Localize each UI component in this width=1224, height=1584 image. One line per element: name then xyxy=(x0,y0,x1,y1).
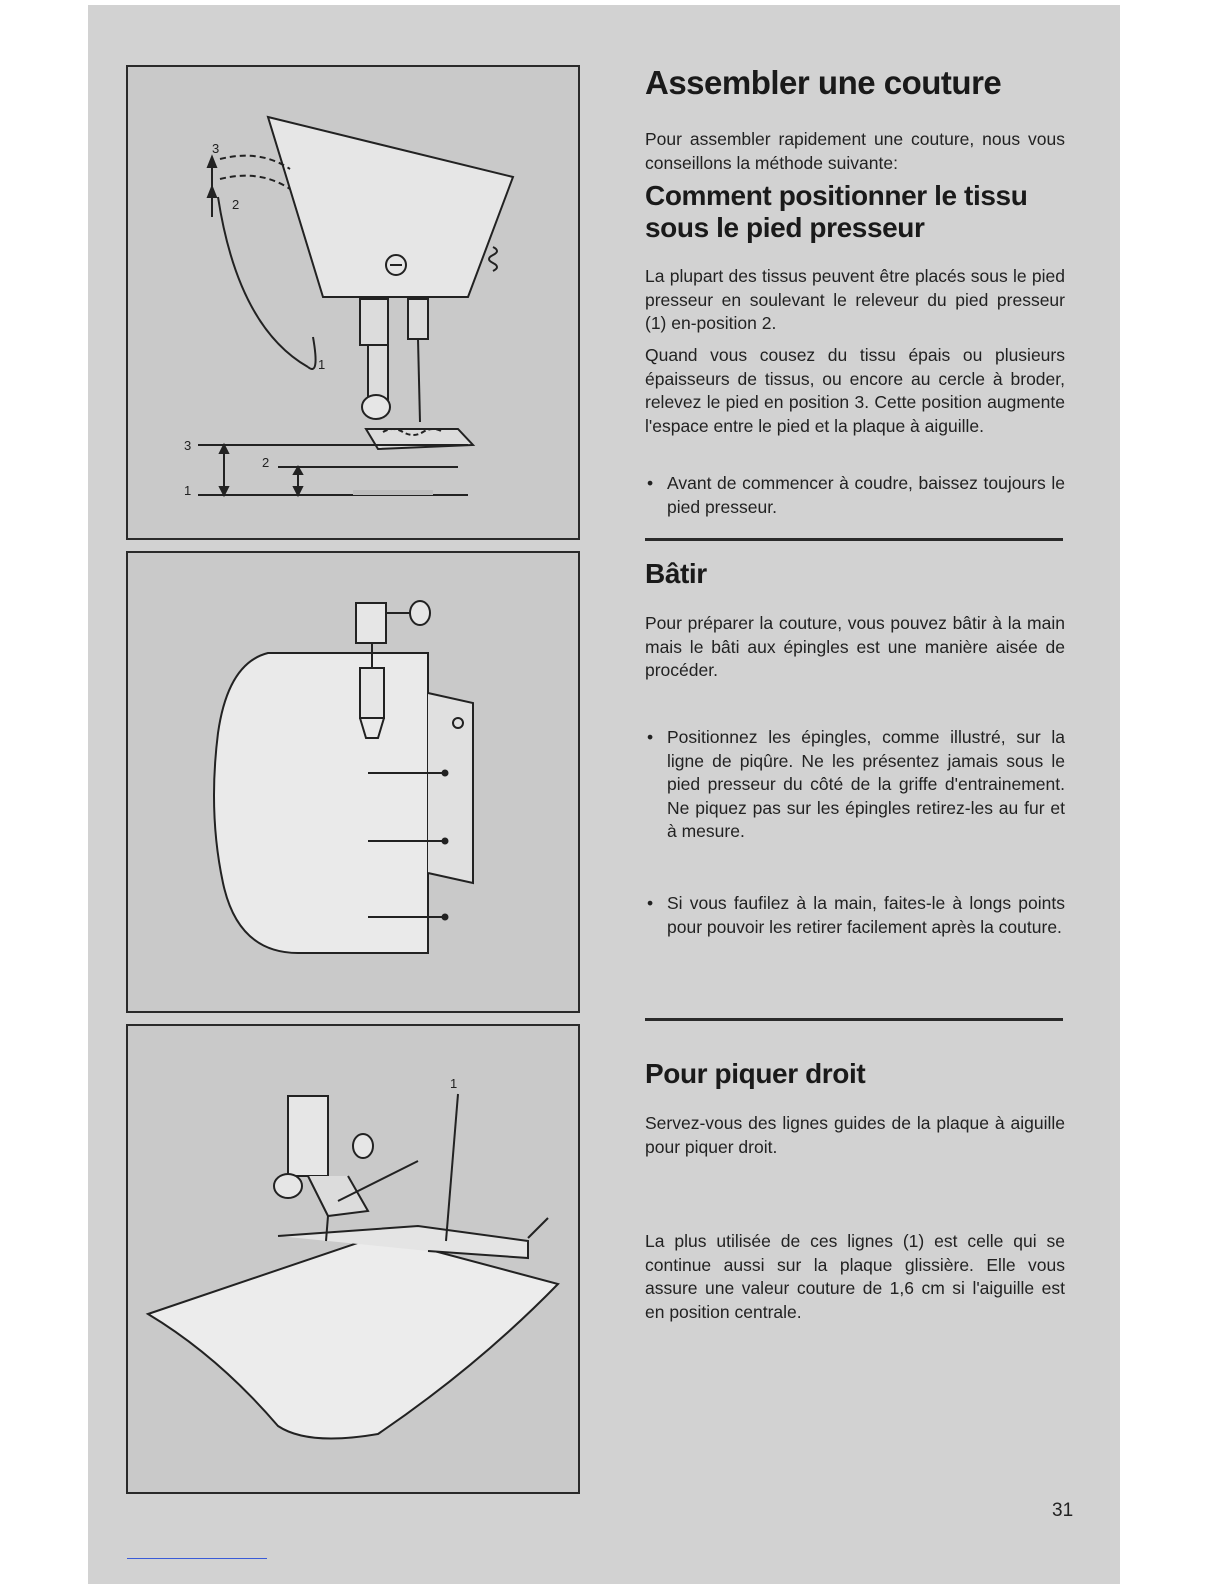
section3-bullet-block-1 xyxy=(645,726,1065,844)
section4-para2: La plus utilisée de ces lignes (1) est celle qui se continue aussi sur la plaque glissière. Elle vous assure une valeur couture de 1,6 cm si l'aiguille est en position centrale. xyxy=(645,1231,1065,1322)
section-piquer-droit xyxy=(645,1058,1065,1090)
section3-bullet2: • Si vous faufilez à la main, faites-le à longs points pour pouvoir les retirer facilement après la couture. xyxy=(645,892,1065,939)
section2-para1: La plupart des tissus peuvent être placés sous le pied presseur en soulevant le releveur du pied presseur (1) en-position 2. xyxy=(645,266,1065,333)
section2-para2: Quand vous cousez du tissu épais ou plusieurs épaisseurs de tissus, ou encore au cercle à broder, relevez le pied en position 3. Cette position augmente l'espace entre le pied et la plaque à aiguille. xyxy=(645,345,1065,436)
page-title: Assembler une couture xyxy=(645,64,1002,101)
fig1-label-lever: 1 xyxy=(318,357,326,372)
section3-bullet1: • Positionnez les épingles, comme illustré, sur la ligne de piqûre. Ne les présentez jamais sous le pied presseur du côté de la griffe d'entrainement. Ne piquez pas sur les épingles retirez-les au fur et à mesure. xyxy=(645,726,1065,844)
fig1-label-height3: 3 xyxy=(184,438,192,453)
section2-body-2 xyxy=(645,344,1065,438)
fig3-label-guide-line: 1 xyxy=(450,1076,458,1091)
fig1-label-lever-pos2: 2 xyxy=(232,197,240,212)
section2-body xyxy=(645,265,1065,336)
section3-para1: Pour préparer la couture, vous pouvez bâtir à la main mais le bâti aux épingles est une manière aisée de procéder. xyxy=(645,613,1065,680)
section2-bullet1: • Avant de commencer à coudre, baissez toujours le pied presseur. xyxy=(645,472,1065,519)
section4-body-2 xyxy=(645,1230,1065,1324)
section3-title: Bâtir xyxy=(645,558,707,589)
divider-1 xyxy=(645,538,1063,541)
section-assembler-une-couture xyxy=(645,64,1065,102)
section3-bullet-block-2 xyxy=(645,892,1065,939)
figure-presser-foot-positions xyxy=(126,65,580,540)
divider-2 xyxy=(645,1018,1063,1021)
section2-title-line2: sous le pied presseur xyxy=(645,212,925,243)
section4-title: Pour piquer droit xyxy=(645,1058,866,1089)
pinned-fabric-illustration xyxy=(128,553,578,1011)
section4-para1: Servez-vous des lignes guides de la plaque à aiguille pour piquer droit. xyxy=(645,1113,1065,1157)
section3-body xyxy=(645,612,1065,683)
link-underline xyxy=(127,1558,267,1559)
section-batir xyxy=(645,558,1065,590)
section1-intro: Pour assembler rapidement une couture, nous vous conseillons la méthode suivante: xyxy=(645,129,1065,173)
fig1-label-height1: 1 xyxy=(184,483,192,498)
section-positionner-tissu xyxy=(645,180,1065,244)
fig1-label-lever-pos3: 3 xyxy=(212,141,220,156)
section2-bullet-block xyxy=(645,472,1065,519)
section1-intro-block xyxy=(645,128,1065,175)
figure-straight-stitching xyxy=(126,1024,580,1494)
fig1-label-height2: 2 xyxy=(262,455,270,470)
stitching-guide-illustration xyxy=(128,1026,578,1492)
figure-pinning-fabric xyxy=(126,551,580,1013)
section4-body xyxy=(645,1112,1065,1159)
presser-foot-illustration xyxy=(128,67,578,538)
section2-title-line1: Comment positionner le tissu xyxy=(645,180,1028,211)
page-number: 31 xyxy=(1052,1500,1074,1521)
